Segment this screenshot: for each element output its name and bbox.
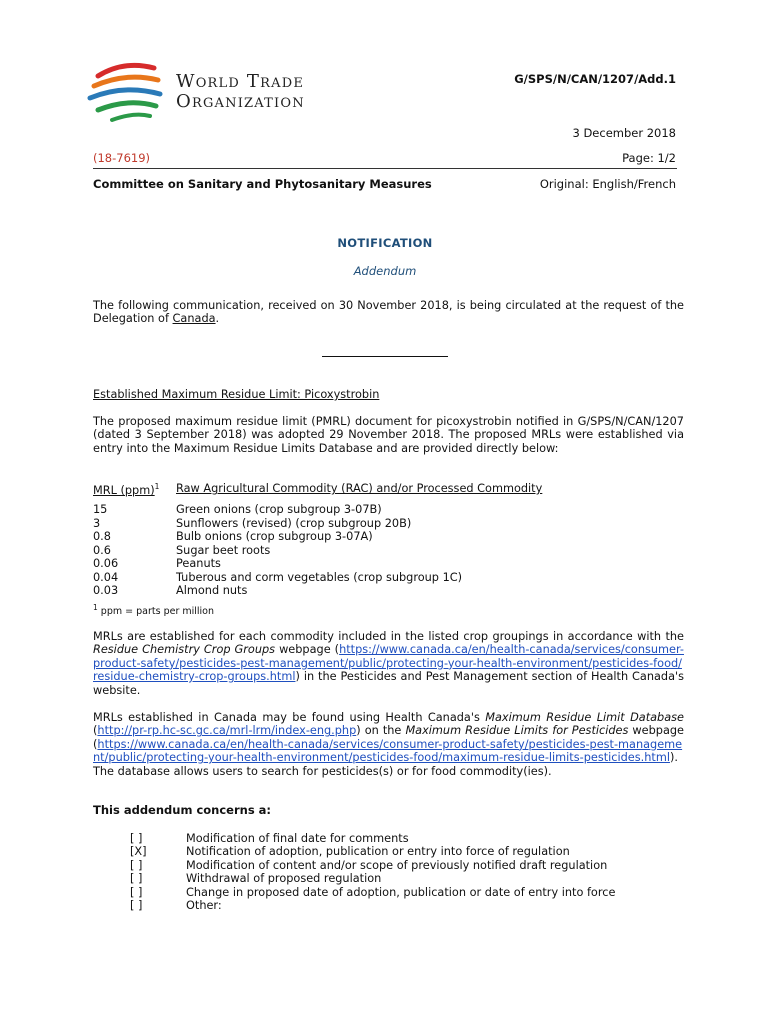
footnote: $^1$ ppm = parts per million <box>93 603 215 618</box>
committee-name: Committee on Sanitary and Phytosanitary Measures <box>93 177 432 191</box>
table-row <box>93 530 653 544</box>
mrl-value: 0.8 <box>93 530 111 543</box>
reference-number: (18-7619) <box>93 151 151 165</box>
commodity-name: Peanuts <box>176 557 221 570</box>
mrl-pesticides-link[interactable]: https://www.canada.ca/en/health-canada/services/consumer-product-safety/pesticides-pest-management/public/protecting-your-health-environment/pesticides-food/maximum-residue-limits-pesticides.html <box>93 737 683 765</box>
database-paragraph: MRLs established in Canada may be found using Health Canada's Maximum Residue Limit Database (http://pr-rp.hc-sc.gc.ca/mrl-lrm/index-eng.php) on the Maximum Residue Limits for Pesticides webpage (https://www.canada.ca/en/health-canada/services/consumer-product-safety/pesticides-pest-management/public/protecting-your-health-environment/pesticides-food/maximum-residue-limits-pesticides.html). The database allows users to search for pesticides(s) or for food commodity(ies). <box>93 711 684 778</box>
crop-groups-link[interactable]: https://www.canada.ca/en/health-canada/services/consumer-product-safety/pesticides-pest-management/public/protecting-your-health-environment/pesticides-food/residue-chemistry-crop-groups.html <box>93 643 684 684</box>
checkbox: [X] <box>130 845 147 859</box>
country-name: Canada <box>172 312 216 326</box>
col-mrl-header: MRL (ppm)$^1$ <box>93 482 160 497</box>
commodity-name: Almond nuts <box>176 584 248 597</box>
section-heading: Established Maximum Residue Limit: Picoxystrobin <box>93 388 380 401</box>
page-title: NOTIFICATION <box>337 236 433 250</box>
mrl-value: 15 <box>93 503 108 516</box>
table-row <box>93 584 653 598</box>
document-symbol: G/SPS/N/CAN/1207/Add.1 <box>514 72 676 86</box>
table-row <box>93 544 653 558</box>
org-name: World Trade Organization <box>176 71 305 112</box>
mrl-database-link[interactable]: http://pr-rp.hc-sc.gc.ca/mrl-lrm/index-eng.php <box>97 724 357 738</box>
body-paragraph: The proposed maximum residue limit (PMRL) document for picoxystrobin notified in G/SPS/N/CAN/1207 (dated 3 September 2018) was adopted 29 November 2018. The proposed MRLs were established via entry into the Maximum Residue Limits Database and are provided directly below: <box>93 415 684 455</box>
checkbox: [ ] <box>130 832 143 845</box>
checkbox: [ ] <box>130 858 143 872</box>
mrl-table <box>93 503 653 598</box>
table-row <box>93 557 653 571</box>
commodity-name: Bulb onions (crop subgroup 3-07A) <box>176 530 373 543</box>
checklist-item <box>130 845 690 858</box>
table-row <box>93 571 653 585</box>
commodity-name: Green onions (crop subgroup 3-07B) <box>176 503 382 516</box>
document-date: 3 December 2018 <box>572 126 676 140</box>
mrl-value: 0.6 <box>93 543 111 557</box>
checklist-label: Other: <box>186 898 222 912</box>
crop-groups-paragraph: MRLs are established for each commodity included in the listed crop groupings in accordance with the Residue Chemistry Crop Groups webpage (https://www.canada.ca/en/health-canada/services/consumer-product-safety/pesticides-pest-management/public/protecting-your-health-environment/pesticides-food/residue-chemistry-crop-groups.html) in the Pesticides and Pest Management section of Health Canada's website. <box>93 630 684 697</box>
checkbox: [ ] <box>130 872 143 886</box>
mrl-value: 0.04 <box>93 570 119 584</box>
checklist-label: Withdrawal of proposed regulation <box>186 872 382 886</box>
header-rule <box>93 168 677 169</box>
intro-paragraph: The following communication, received on 30 November 2018, is being circulated at the request of the Delegation of Canada. <box>93 299 684 326</box>
addendum-checklist <box>130 832 690 912</box>
checklist-item <box>130 832 690 845</box>
separator <box>322 356 448 357</box>
mrl-value: 3 <box>93 516 101 530</box>
checklist-item <box>130 872 690 885</box>
table-row <box>93 503 653 517</box>
col-commodity-header: Raw Agricultural Commodity (RAC) and/or Processed Commodity <box>176 482 543 495</box>
checklist-label: Modification of final date for comments <box>186 832 409 845</box>
checklist-item <box>130 899 690 912</box>
checkbox: [ ] <box>130 885 143 899</box>
page-number: Page: 1/2 <box>622 151 676 165</box>
checklist-label: Change in proposed date of adoption, publication or date of entry into force <box>186 885 616 899</box>
concerns-heading: This addendum concerns a: <box>93 803 272 817</box>
original-language: Original: English/French <box>539 177 676 191</box>
checklist-label: Modification of content and/or scope of previously notified draft regulation <box>186 858 608 872</box>
checklist-label: Notification of adoption, publication or entry into force of regulation <box>186 845 570 859</box>
checkbox: [ ] <box>130 898 143 912</box>
commodity-name: Tuberous and corm vegetables (crop subgroup 1C) <box>176 570 463 584</box>
checklist-item <box>130 886 690 899</box>
mrl-value: 0.03 <box>93 584 119 597</box>
table-row <box>93 517 653 531</box>
mrl-value: 0.06 <box>93 557 119 570</box>
commodity-name: Sunflowers (revised) (crop subgroup 20B) <box>176 516 412 530</box>
commodity-name: Sugar beet roots <box>176 543 271 557</box>
table-header <box>93 482 653 496</box>
page-subtitle: Addendum <box>353 264 417 278</box>
checklist-item <box>130 859 690 872</box>
